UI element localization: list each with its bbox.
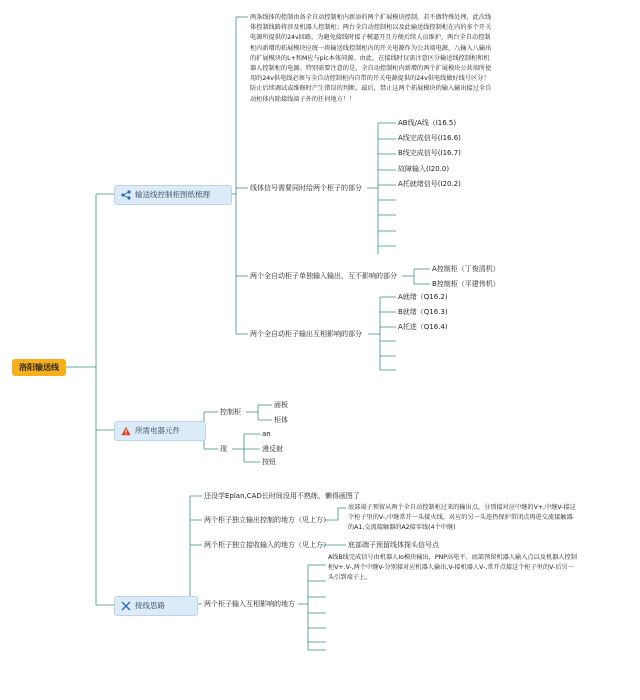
topic-transport[interactable] bbox=[114, 185, 232, 205]
sub3-label[interactable]: 两个全自动柜子输出互相影响的部分 bbox=[250, 330, 362, 338]
components-field-label[interactable]: 现 bbox=[220, 445, 227, 453]
sub1-item-1[interactable]: AB线/A线（I16.5) bbox=[398, 119, 457, 127]
link-cabinet-items bbox=[258, 405, 272, 420]
link-sub1-items bbox=[378, 123, 396, 246]
sub3-item-2[interactable]: B就绪（Q16.3) bbox=[398, 308, 448, 316]
topic-transport-label: 输送线控制柜图纸梳理 bbox=[135, 190, 210, 199]
link-transport-trunk bbox=[230, 17, 236, 334]
topic-components-label: 所需电器元件 bbox=[135, 426, 180, 435]
link-sub2-trunk bbox=[402, 269, 414, 284]
link-wiring-sub4-items bbox=[308, 565, 326, 650]
components-cabinet-label[interactable]: 控制柜 bbox=[220, 408, 241, 416]
link-cabinet-trunk bbox=[246, 405, 258, 420]
field-item-1[interactable]: an bbox=[262, 430, 271, 438]
wiring-item-2[interactable]: 两个柜子独立输出控制的地方（见上方） bbox=[204, 516, 330, 524]
link-root-trunk bbox=[66, 194, 96, 605]
field-item-3[interactable]: 按钮 bbox=[262, 458, 276, 466]
sub1-item-3[interactable]: B线完成信号(I16.7) bbox=[398, 149, 461, 157]
link-sub3-items bbox=[380, 297, 396, 370]
wiring-note-1: 底部端子预留从两个全自动控制柜过来的输出点，分别接对应中继的V+,中继V-接这个柜子里的V-,中继常开一头接火线，对应的另一头连热保护常闭点再进交流接触器的A1,交流接触器的A2接零线(4个中继) bbox=[348, 504, 576, 532]
topic-components[interactable] bbox=[114, 421, 206, 441]
cabinet-item-1[interactable]: 面板 bbox=[274, 401, 288, 409]
sub3-item-1[interactable]: A就绪（Q16.2) bbox=[398, 293, 448, 301]
link-wiring-items bbox=[190, 496, 202, 604]
link-sub2-items bbox=[414, 269, 430, 284]
link-sub1-trunk bbox=[367, 123, 378, 254]
wiring-note-3: A线B线完成信号由机器人Io模块输出，PNP高电平。底部预留机器人输入点以及机器人控制柜V+.V-,两个中继V-分别接对应机器人输出,V-接机器人V-,常开点接这个柜子里的V-后另一头引到端子上。 bbox=[328, 554, 577, 582]
transport-intro-text: 两条线体的控制由备全自动控制柜内新添的两个扩展模块控制，若不做特殊处理，此次线体控制线路将涉及机器人控制柜；两台全自动控制柜以及此输送线控制柜在内的多个开关电源所提供的24v回路。为避免接线时接子模逼开且方便后续人员维护，两台全自动控制柜内新增的拓展模块应统一将输送线控制柜内的开关电源作为公共端电源，八输入八输出的扩展模块的L+和M应与plc本体同源。由此，在接线时仅需注意区分输送线控制柜和机器人控制柜的电源。特别需要注意的是，全自动控制柜内新增的两个扩展模块公共端所使用的24v供电线必须与全自动控制柜内自带的开关电源提供的24v供电线做好线号区分！防止后续调试或维修时产生错误的判断。最后，禁止这两个拓展模块的输入输出接过全自动柜体内除接线端子外的任何地方！！ bbox=[250, 14, 492, 103]
sub3-item-3[interactable]: A托进（Q16.4) bbox=[398, 323, 448, 331]
cabinet-item-2[interactable]: 柜体 bbox=[274, 416, 288, 424]
warning-icon bbox=[121, 426, 131, 436]
root-node[interactable]: 洛阳输送线 bbox=[12, 359, 66, 376]
link-field-items bbox=[244, 434, 260, 462]
topic-wiring[interactable] bbox=[114, 596, 198, 616]
link-sub3-trunk bbox=[368, 297, 380, 370]
tools-icon bbox=[121, 601, 131, 611]
wiring-note-2: 底部端子预留线体探头信号点 bbox=[348, 541, 439, 549]
sub1-item-2[interactable]: A线完成信号(I16.6) bbox=[398, 134, 461, 142]
field-item-2[interactable]: 漫反射 bbox=[262, 445, 283, 453]
share-icon bbox=[121, 190, 131, 200]
wiring-item-4[interactable]: 两个柜子输入互相影响的地方 bbox=[204, 600, 295, 608]
sub2-label[interactable]: 两个全自动柜子单独输入输出，互不影响的部分 bbox=[250, 272, 397, 280]
link-wiring-sub4-trunk bbox=[298, 565, 308, 650]
sub2-item-2[interactable]: B控制柜（平建伟机） bbox=[432, 280, 500, 288]
topic-wiring-label: 接线思路 bbox=[135, 601, 165, 610]
sub1-item-4[interactable]: 故障输入(I20.0) bbox=[398, 165, 450, 173]
link-wiring-trunk bbox=[176, 496, 190, 605]
sub1-label[interactable]: 线体信号需要同时给两个柜子的部分 bbox=[250, 184, 362, 192]
wiring-item-3[interactable]: 两个柜子独立接收输入的地方（见上方） bbox=[204, 541, 330, 549]
sub1-item-5[interactable]: A托就绪信号(I20.2) bbox=[398, 180, 461, 188]
link-field-trunk bbox=[232, 434, 244, 462]
wiring-item-1[interactable]: 还没学Eplan,CAD长时间没用不熟练，懒得画图了 bbox=[204, 492, 360, 500]
sub2-item-1[interactable]: A控制柜（丁俊清机） bbox=[432, 265, 500, 273]
